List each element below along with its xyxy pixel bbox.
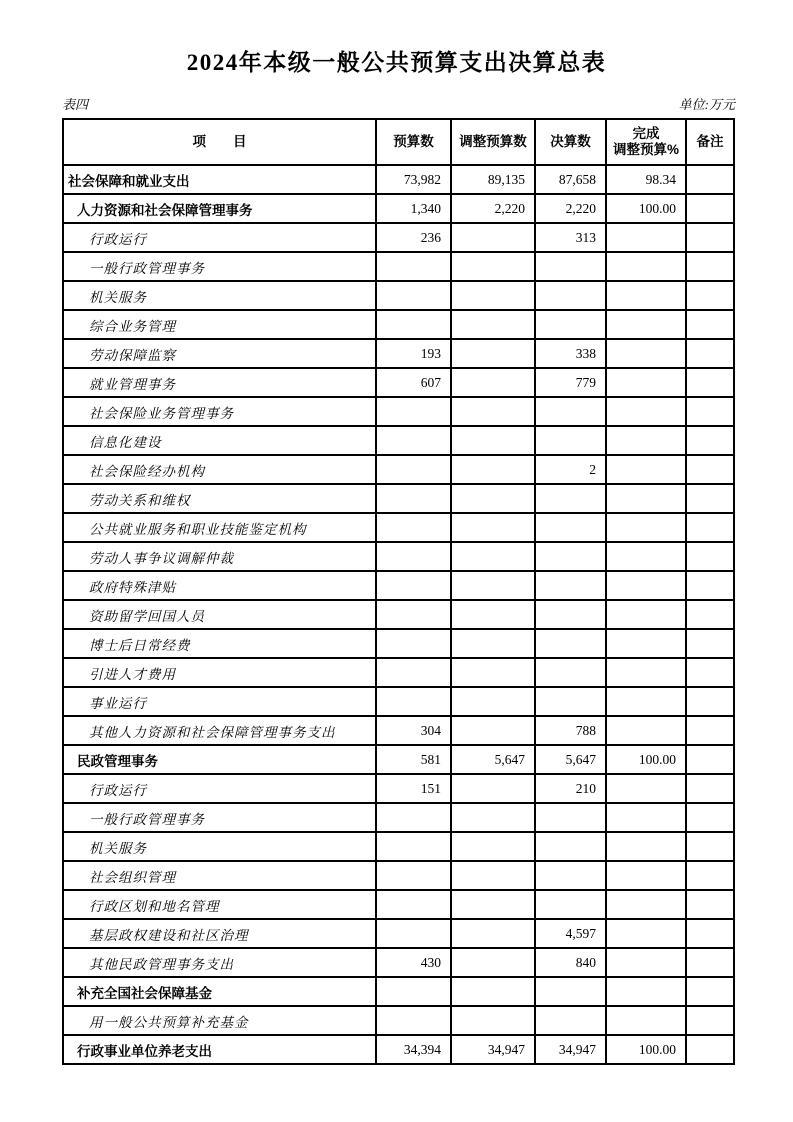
- remarks-cell: [686, 687, 734, 716]
- table-row: [63, 803, 734, 832]
- budget-cell: [376, 571, 451, 600]
- budget-cell: [376, 1006, 451, 1035]
- adjusted-cell: [451, 803, 535, 832]
- item-cell: 信息化建设: [63, 426, 376, 455]
- table-row: [63, 223, 734, 252]
- budget-cell: [376, 600, 451, 629]
- adjusted-cell: [451, 919, 535, 948]
- item-cell: 劳动人事争议调解仲裁: [63, 542, 376, 571]
- adjusted-cell: 34,947: [451, 1035, 535, 1064]
- remarks-cell: [686, 716, 734, 745]
- item-cell: 机关服务: [63, 832, 376, 861]
- budget-cell: [376, 484, 451, 513]
- final-cell: 2,220: [535, 194, 606, 223]
- table-row: [63, 426, 734, 455]
- table-row: [63, 194, 734, 223]
- item-cell: 人力资源和社会保障管理事务: [63, 194, 376, 223]
- remarks-cell: [686, 542, 734, 571]
- table-number-label: 表四: [62, 97, 89, 112]
- completion-cell: [606, 977, 686, 1006]
- budget-cell: 581: [376, 745, 451, 774]
- remarks-cell: [686, 194, 734, 223]
- completion-cell: [606, 600, 686, 629]
- completion-cell: [606, 455, 686, 484]
- completion-cell: [606, 919, 686, 948]
- completion-cell: [606, 861, 686, 890]
- remarks-cell: [686, 600, 734, 629]
- remarks-cell: [686, 948, 734, 977]
- remarks-cell: [686, 977, 734, 1006]
- item-cell: 社会保障和就业支出: [63, 165, 376, 194]
- adjusted-cell: [451, 484, 535, 513]
- remarks-cell: [686, 397, 734, 426]
- table-row: [63, 542, 734, 571]
- completion-cell: [606, 948, 686, 977]
- remarks-cell: [686, 281, 734, 310]
- final-cell: [535, 484, 606, 513]
- budget-cell: 607: [376, 368, 451, 397]
- budget-cell: [376, 426, 451, 455]
- final-cell: [535, 861, 606, 890]
- final-cell: [535, 977, 606, 1006]
- completion-cell: [606, 223, 686, 252]
- adjusted-cell: [451, 687, 535, 716]
- completion-cell: [606, 542, 686, 571]
- adjusted-cell: [451, 774, 535, 803]
- completion-cell: [606, 310, 686, 339]
- final-cell: [535, 1006, 606, 1035]
- table-row: [63, 281, 734, 310]
- final-cell: 87,658: [535, 165, 606, 194]
- adjusted-cell: [451, 339, 535, 368]
- budget-cell: [376, 310, 451, 339]
- item-cell: 劳动保障监察: [63, 339, 376, 368]
- budget-cell: 1,340: [376, 194, 451, 223]
- item-cell: 引进人才费用: [63, 658, 376, 687]
- adjusted-cell: [451, 368, 535, 397]
- adjusted-cell: [451, 948, 535, 977]
- final-cell: 779: [535, 368, 606, 397]
- budget-cell: [376, 803, 451, 832]
- final-cell: [535, 397, 606, 426]
- completion-cell: [606, 281, 686, 310]
- budget-cell: [376, 252, 451, 281]
- table-row: [63, 832, 734, 861]
- remarks-cell: [686, 1035, 734, 1064]
- item-cell: 社会保险经办机构: [63, 455, 376, 484]
- final-cell: [535, 310, 606, 339]
- remarks-cell: [686, 861, 734, 890]
- table-row: [63, 687, 734, 716]
- adjusted-cell: [451, 890, 535, 919]
- table-row: [63, 774, 734, 803]
- final-cell: 5,647: [535, 745, 606, 774]
- remarks-cell: [686, 252, 734, 281]
- completion-cell: [606, 484, 686, 513]
- budget-cell: 34,394: [376, 1035, 451, 1064]
- budget-cell: [376, 832, 451, 861]
- remarks-cell: [686, 658, 734, 687]
- item-cell: 行政运行: [63, 774, 376, 803]
- budget-cell: 193: [376, 339, 451, 368]
- adjusted-cell: [451, 716, 535, 745]
- item-cell: 就业管理事务: [63, 368, 376, 397]
- table-row: [63, 745, 734, 774]
- remarks-cell: [686, 745, 734, 774]
- completion-cell: [606, 339, 686, 368]
- budget-cell: [376, 281, 451, 310]
- adjusted-cell: 2,220: [451, 194, 535, 223]
- budget-table: [62, 118, 735, 1065]
- budget-cell: 304: [376, 716, 451, 745]
- budget-cell: [376, 890, 451, 919]
- item-cell: 一般行政管理事务: [63, 803, 376, 832]
- table-row: [63, 165, 734, 194]
- remarks-cell: [686, 803, 734, 832]
- completion-cell: [606, 774, 686, 803]
- table-row: [63, 310, 734, 339]
- table-row: [63, 861, 734, 890]
- col-header-item: 项 目: [63, 119, 376, 165]
- remarks-cell: [686, 890, 734, 919]
- remarks-cell: [686, 513, 734, 542]
- adjusted-cell: [451, 513, 535, 542]
- budget-cell: 73,982: [376, 165, 451, 194]
- col-header-remarks: 备注: [686, 119, 734, 165]
- adjusted-cell: 5,647: [451, 745, 535, 774]
- completion-cell: 100.00: [606, 745, 686, 774]
- table-row: [63, 252, 734, 281]
- remarks-cell: [686, 832, 734, 861]
- completion-cell: 100.00: [606, 194, 686, 223]
- budget-cell: 236: [376, 223, 451, 252]
- completion-cell: [606, 252, 686, 281]
- table-row: [63, 1035, 734, 1064]
- table-row: [63, 600, 734, 629]
- table-row: [63, 658, 734, 687]
- completion-cell: [606, 803, 686, 832]
- header-row: [63, 119, 734, 165]
- completion-cell: [606, 629, 686, 658]
- completion-cell: [606, 832, 686, 861]
- final-cell: [535, 803, 606, 832]
- budget-cell: [376, 455, 451, 484]
- item-cell: 政府特殊津贴: [63, 571, 376, 600]
- adjusted-cell: [451, 397, 535, 426]
- remarks-cell: [686, 571, 734, 600]
- adjusted-cell: [451, 977, 535, 1006]
- adjusted-cell: [451, 252, 535, 281]
- adjusted-cell: [451, 600, 535, 629]
- completion-cell: [606, 513, 686, 542]
- remarks-cell: [686, 310, 734, 339]
- item-cell: 其他人力资源和社会保障管理事务支出: [63, 716, 376, 745]
- final-cell: [535, 542, 606, 571]
- remarks-cell: [686, 774, 734, 803]
- col-header-completion-line1: 完成: [632, 125, 660, 141]
- adjusted-cell: [451, 658, 535, 687]
- remarks-cell: [686, 919, 734, 948]
- budget-cell: [376, 397, 451, 426]
- final-cell: 4,597: [535, 919, 606, 948]
- col-header-adjusted-budget: 调整预算数: [451, 119, 535, 165]
- final-cell: 34,947: [535, 1035, 606, 1064]
- adjusted-cell: [451, 542, 535, 571]
- budget-cell: [376, 687, 451, 716]
- table-row: [63, 339, 734, 368]
- budget-cell: [376, 629, 451, 658]
- item-cell: 基层政权建设和社区治理: [63, 919, 376, 948]
- col-header-completion: [606, 119, 686, 165]
- remarks-cell: [686, 339, 734, 368]
- completion-cell: 100.00: [606, 1035, 686, 1064]
- table-row: [63, 948, 734, 977]
- item-cell: 机关服务: [63, 281, 376, 310]
- budget-cell: 151: [376, 774, 451, 803]
- item-cell: 行政运行: [63, 223, 376, 252]
- budget-cell: [376, 919, 451, 948]
- item-cell: 一般行政管理事务: [63, 252, 376, 281]
- final-cell: 313: [535, 223, 606, 252]
- table-row: [63, 919, 734, 948]
- item-cell: 社会保险业务管理事务: [63, 397, 376, 426]
- completion-cell: [606, 571, 686, 600]
- final-cell: [535, 687, 606, 716]
- final-cell: [535, 426, 606, 455]
- adjusted-cell: [451, 629, 535, 658]
- col-header-final: 决算数: [535, 119, 606, 165]
- budget-cell: [376, 977, 451, 1006]
- final-cell: 788: [535, 716, 606, 745]
- item-cell: 用一般公共预算补充基金: [63, 1006, 376, 1035]
- final-cell: 338: [535, 339, 606, 368]
- table-row: [63, 455, 734, 484]
- item-cell: 其他民政管理事务支出: [63, 948, 376, 977]
- adjusted-cell: [451, 1006, 535, 1035]
- adjusted-cell: [451, 455, 535, 484]
- completion-cell: [606, 426, 686, 455]
- completion-cell: [606, 687, 686, 716]
- item-cell: 博士后日常经费: [63, 629, 376, 658]
- item-cell: 行政区划和地名管理: [63, 890, 376, 919]
- table-row: [63, 977, 734, 1006]
- item-cell: 行政事业单位养老支出: [63, 1035, 376, 1064]
- completion-cell: [606, 368, 686, 397]
- remarks-cell: [686, 426, 734, 455]
- budget-cell: [376, 542, 451, 571]
- table-row: [63, 716, 734, 745]
- budget-cell: [376, 513, 451, 542]
- table-row: [63, 368, 734, 397]
- item-cell: 劳动关系和维权: [63, 484, 376, 513]
- remarks-cell: [686, 223, 734, 252]
- budget-cell: [376, 658, 451, 687]
- adjusted-cell: [451, 571, 535, 600]
- table-row: [63, 1006, 734, 1035]
- remarks-cell: [686, 165, 734, 194]
- adjusted-cell: 89,135: [451, 165, 535, 194]
- table-row: [63, 629, 734, 658]
- final-cell: [535, 600, 606, 629]
- item-cell: 社会组织管理: [63, 861, 376, 890]
- final-cell: [535, 890, 606, 919]
- adjusted-cell: [451, 223, 535, 252]
- remarks-cell: [686, 484, 734, 513]
- final-cell: [535, 513, 606, 542]
- item-cell: 民政管理事务: [63, 745, 376, 774]
- final-cell: [535, 629, 606, 658]
- final-cell: [535, 658, 606, 687]
- page-title: 2024年本级一般公共预算支出决算总表: [186, 50, 607, 75]
- final-cell: [535, 281, 606, 310]
- final-cell: 210: [535, 774, 606, 803]
- table-row: [63, 890, 734, 919]
- adjusted-cell: [451, 861, 535, 890]
- adjusted-cell: [451, 832, 535, 861]
- remarks-cell: [686, 629, 734, 658]
- item-cell: 事业运行: [63, 687, 376, 716]
- completion-cell: [606, 658, 686, 687]
- unit-label: 单位:万元: [678, 97, 735, 112]
- remarks-cell: [686, 368, 734, 397]
- final-cell: [535, 252, 606, 281]
- final-cell: 2: [535, 455, 606, 484]
- table-meta-row: [62, 94, 735, 113]
- col-header-budget: 预算数: [376, 119, 451, 165]
- adjusted-cell: [451, 310, 535, 339]
- budget-cell: [376, 861, 451, 890]
- item-cell: 补充全国社会保障基金: [63, 977, 376, 1006]
- table-row: [63, 513, 734, 542]
- table-row: [63, 397, 734, 426]
- col-header-completion-line2: 调整预算%: [612, 142, 679, 157]
- table-body: [63, 165, 734, 1064]
- remarks-cell: [686, 455, 734, 484]
- item-cell: 公共就业服务和职业技能鉴定机构: [63, 513, 376, 542]
- final-cell: 840: [535, 948, 606, 977]
- completion-cell: [606, 397, 686, 426]
- adjusted-cell: [451, 281, 535, 310]
- table-row: [63, 484, 734, 513]
- completion-cell: [606, 716, 686, 745]
- completion-cell: 98.34: [606, 165, 686, 194]
- item-cell: 资助留学回国人员: [63, 600, 376, 629]
- completion-cell: [606, 1006, 686, 1035]
- item-cell: 综合业务管理: [63, 310, 376, 339]
- budget-cell: 430: [376, 948, 451, 977]
- adjusted-cell: [451, 426, 535, 455]
- final-cell: [535, 571, 606, 600]
- remarks-cell: [686, 1006, 734, 1035]
- final-cell: [535, 832, 606, 861]
- table-row: [63, 571, 734, 600]
- completion-cell: [606, 890, 686, 919]
